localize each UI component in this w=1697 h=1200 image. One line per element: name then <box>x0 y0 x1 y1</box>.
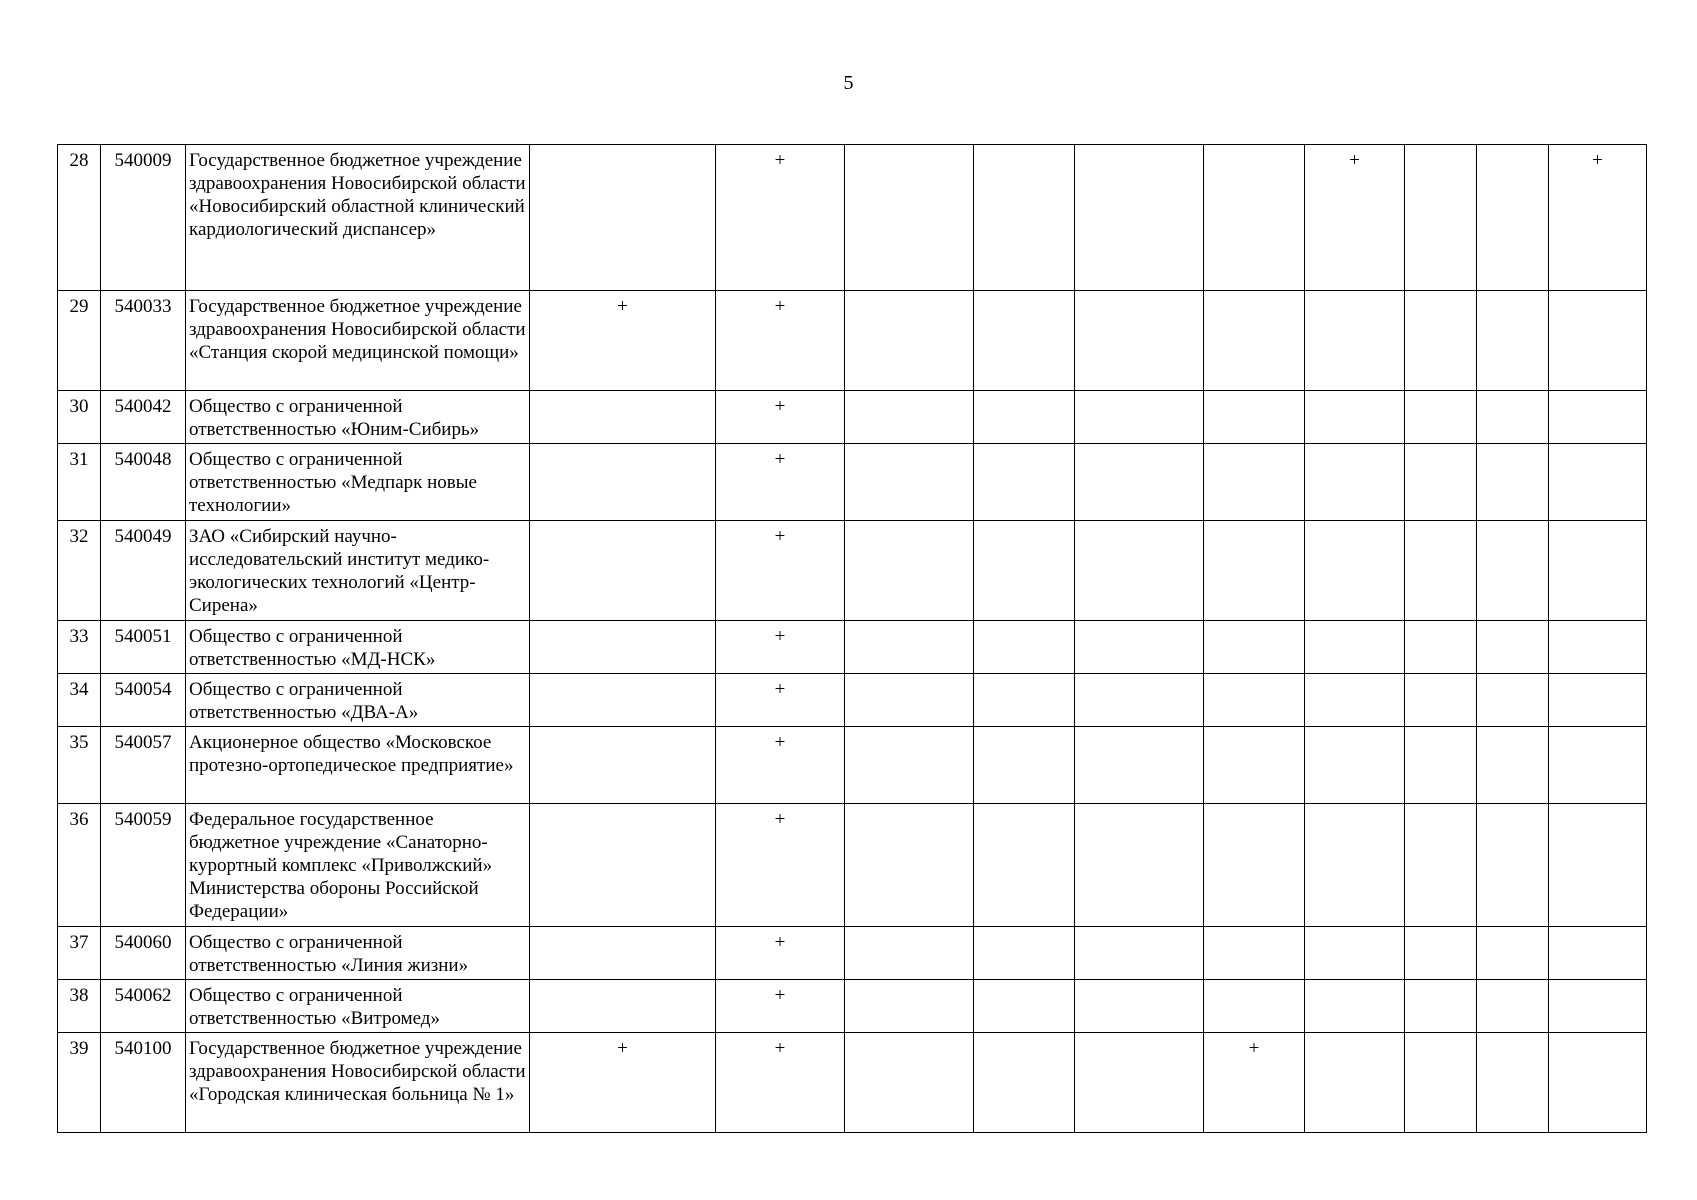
organization-name-cell: Государственное бюджетное учреждение здравоохранения Новосибирской области «Новосибирский областной клинический кардиологический диспансер» <box>186 145 530 291</box>
mark-cell: + <box>716 521 845 621</box>
row-number-cell: 34 <box>58 674 101 727</box>
registry-code-cell: 540033 <box>101 291 186 391</box>
mark-cell <box>1549 391 1647 444</box>
mark-cell <box>974 291 1075 391</box>
mark-cell <box>530 674 716 727</box>
mark-cell: + <box>1305 145 1405 291</box>
mark-cell <box>1075 927 1204 980</box>
registry-code-cell: 540048 <box>101 444 186 521</box>
mark-cell <box>974 444 1075 521</box>
mark-cell: + <box>716 727 845 804</box>
mark-cell <box>845 521 974 621</box>
mark-cell <box>845 804 974 927</box>
mark-cell <box>1075 444 1204 521</box>
mark-cell: + <box>716 145 845 291</box>
table-row <box>58 804 1647 927</box>
row-number-cell: 30 <box>58 391 101 444</box>
row-number-cell: 35 <box>58 727 101 804</box>
mark-cell <box>974 980 1075 1033</box>
mark-cell: + <box>530 1033 716 1133</box>
mark-cell <box>1075 804 1204 927</box>
mark-cell <box>1305 391 1405 444</box>
mark-cell <box>1204 980 1305 1033</box>
mark-cell <box>1305 1033 1405 1133</box>
mark-cell <box>1204 444 1305 521</box>
mark-cell: + <box>716 391 845 444</box>
mark-cell <box>530 621 716 674</box>
mark-cell <box>1075 727 1204 804</box>
registry-code-cell: 540049 <box>101 521 186 621</box>
mark-cell <box>974 804 1075 927</box>
mark-cell <box>1549 291 1647 391</box>
mark-cell <box>845 621 974 674</box>
mark-cell <box>1075 674 1204 727</box>
row-number-cell: 33 <box>58 621 101 674</box>
mark-cell <box>1405 291 1477 391</box>
mark-cell <box>1204 804 1305 927</box>
mark-cell: + <box>530 291 716 391</box>
mark-cell <box>1204 674 1305 727</box>
table-row <box>58 444 1647 521</box>
mark-cell: + <box>1549 145 1647 291</box>
mark-cell <box>1549 674 1647 727</box>
table-row <box>58 291 1647 391</box>
registry-code-cell: 540057 <box>101 727 186 804</box>
mark-cell <box>1204 621 1305 674</box>
registry-code-cell: 540009 <box>101 145 186 291</box>
mark-cell <box>1305 674 1405 727</box>
table-row <box>58 391 1647 444</box>
mark-cell <box>974 927 1075 980</box>
mark-cell <box>1204 291 1305 391</box>
mark-cell <box>1305 291 1405 391</box>
mark-cell <box>1549 521 1647 621</box>
organization-name-cell: Федеральное государственное бюджетное учреждение «Санаторно-курортный комплекс «Приволжский» Министерства обороны Российской Федерации» <box>186 804 530 927</box>
mark-cell <box>1477 804 1549 927</box>
mark-cell <box>1477 521 1549 621</box>
mark-cell <box>530 145 716 291</box>
organization-name-cell: Общество с ограниченной ответственностью «Линия жизни» <box>186 927 530 980</box>
mark-cell <box>1477 727 1549 804</box>
registry-code-cell: 540054 <box>101 674 186 727</box>
mark-cell <box>1405 804 1477 927</box>
mark-cell <box>1549 621 1647 674</box>
table-row <box>58 145 1647 291</box>
mark-cell: + <box>1204 1033 1305 1133</box>
table-row <box>58 674 1647 727</box>
table-row <box>58 621 1647 674</box>
mark-cell: + <box>716 804 845 927</box>
mark-cell <box>1477 927 1549 980</box>
mark-cell <box>1075 621 1204 674</box>
mark-cell <box>530 521 716 621</box>
mark-cell <box>845 391 974 444</box>
registry-code-cell: 540062 <box>101 980 186 1033</box>
mark-cell <box>1204 727 1305 804</box>
mark-cell <box>845 291 974 391</box>
row-number-cell: 39 <box>58 1033 101 1133</box>
mark-cell <box>1075 291 1204 391</box>
mark-cell <box>1204 521 1305 621</box>
mark-cell <box>1204 927 1305 980</box>
mark-cell <box>845 674 974 727</box>
registry-code-cell: 540100 <box>101 1033 186 1133</box>
mark-cell <box>1405 980 1477 1033</box>
registry-code-cell: 540060 <box>101 927 186 980</box>
mark-cell <box>1305 444 1405 521</box>
mark-cell <box>1405 727 1477 804</box>
mark-cell <box>974 621 1075 674</box>
registry-code-cell: 540051 <box>101 621 186 674</box>
table-row <box>58 1033 1647 1133</box>
row-number-cell: 37 <box>58 927 101 980</box>
mark-cell <box>530 727 716 804</box>
organization-name-cell: Общество с ограниченной ответственностью «МД-НСК» <box>186 621 530 674</box>
mark-cell <box>1405 1033 1477 1133</box>
row-number-cell: 32 <box>58 521 101 621</box>
mark-cell <box>845 1033 974 1133</box>
mark-cell <box>1477 621 1549 674</box>
mark-cell <box>1549 804 1647 927</box>
mark-cell <box>974 674 1075 727</box>
mark-cell <box>1305 727 1405 804</box>
organization-name-cell: Государственное бюджетное учреждение здравоохранения Новосибирской области «Станция скорой медицинской помощи» <box>186 291 530 391</box>
organization-name-cell: Акционерное общество «Московское протезно-ортопедическое предприятие» <box>186 727 530 804</box>
mark-cell <box>845 444 974 521</box>
row-number-cell: 38 <box>58 980 101 1033</box>
mark-cell <box>974 521 1075 621</box>
table-row <box>58 521 1647 621</box>
mark-cell <box>1305 804 1405 927</box>
mark-cell <box>974 727 1075 804</box>
mark-cell <box>1477 444 1549 521</box>
mark-cell <box>1075 521 1204 621</box>
mark-cell <box>1477 674 1549 727</box>
mark-cell <box>1477 145 1549 291</box>
mark-cell <box>1549 927 1647 980</box>
table-row <box>58 727 1647 804</box>
mark-cell <box>1549 980 1647 1033</box>
mark-cell: + <box>716 444 845 521</box>
mark-cell <box>1305 980 1405 1033</box>
mark-cell <box>1075 391 1204 444</box>
mark-cell <box>974 145 1075 291</box>
organization-name-cell: Общество с ограниченной ответственностью «Медпарк новые технологии» <box>186 444 530 521</box>
mark-cell <box>1405 521 1477 621</box>
mark-cell <box>1204 391 1305 444</box>
organization-name-cell: Государственное бюджетное учреждение здравоохранения Новосибирской области «Городская клиническая больница № 1» <box>186 1033 530 1133</box>
organization-name-cell: Общество с ограниченной ответственностью «ДВА-А» <box>186 674 530 727</box>
mark-cell <box>1405 391 1477 444</box>
row-number-cell: 28 <box>58 145 101 291</box>
mark-cell <box>1405 444 1477 521</box>
mark-cell <box>974 391 1075 444</box>
mark-cell <box>1405 621 1477 674</box>
mark-cell <box>1549 1033 1647 1133</box>
page-number: 5 <box>843 72 854 94</box>
mark-cell <box>1477 391 1549 444</box>
row-number-cell: 36 <box>58 804 101 927</box>
mark-cell <box>1075 980 1204 1033</box>
mark-cell <box>845 980 974 1033</box>
mark-cell <box>530 391 716 444</box>
mark-cell <box>1075 145 1204 291</box>
row-number-cell: 31 <box>58 444 101 521</box>
mark-cell: + <box>716 980 845 1033</box>
organization-name-cell: Общество с ограниченной ответственностью «Юним-Сибирь» <box>186 391 530 444</box>
mark-cell <box>1477 980 1549 1033</box>
table-row <box>58 927 1647 980</box>
organization-name-cell: Общество с ограниченной ответственностью «Витромед» <box>186 980 530 1033</box>
mark-cell <box>1405 927 1477 980</box>
table-body <box>58 145 1647 1133</box>
mark-cell <box>1549 727 1647 804</box>
mark-cell: + <box>716 927 845 980</box>
mark-cell <box>1305 927 1405 980</box>
mark-cell <box>1075 1033 1204 1133</box>
mark-cell <box>1204 145 1305 291</box>
mark-cell <box>974 1033 1075 1133</box>
mark-cell <box>845 927 974 980</box>
registry-code-cell: 540042 <box>101 391 186 444</box>
mark-cell <box>845 727 974 804</box>
mark-cell <box>1477 1033 1549 1133</box>
mark-cell <box>530 927 716 980</box>
mark-cell <box>845 145 974 291</box>
registry-table <box>57 144 1647 1133</box>
mark-cell <box>1405 674 1477 727</box>
registry-code-cell: 540059 <box>101 804 186 927</box>
mark-cell <box>1477 291 1549 391</box>
mark-cell <box>1405 145 1477 291</box>
mark-cell <box>530 804 716 927</box>
organization-name-cell: ЗАО «Сибирский научно-исследовательский институт медико-экологических технологий «Центр-Сирена» <box>186 521 530 621</box>
mark-cell <box>530 980 716 1033</box>
row-number-cell: 29 <box>58 291 101 391</box>
mark-cell: + <box>716 1033 845 1133</box>
mark-cell <box>1549 444 1647 521</box>
mark-cell <box>1305 621 1405 674</box>
mark-cell: + <box>716 674 845 727</box>
table-row <box>58 980 1647 1033</box>
mark-cell <box>530 444 716 521</box>
mark-cell <box>1305 521 1405 621</box>
mark-cell: + <box>716 621 845 674</box>
mark-cell: + <box>716 291 845 391</box>
